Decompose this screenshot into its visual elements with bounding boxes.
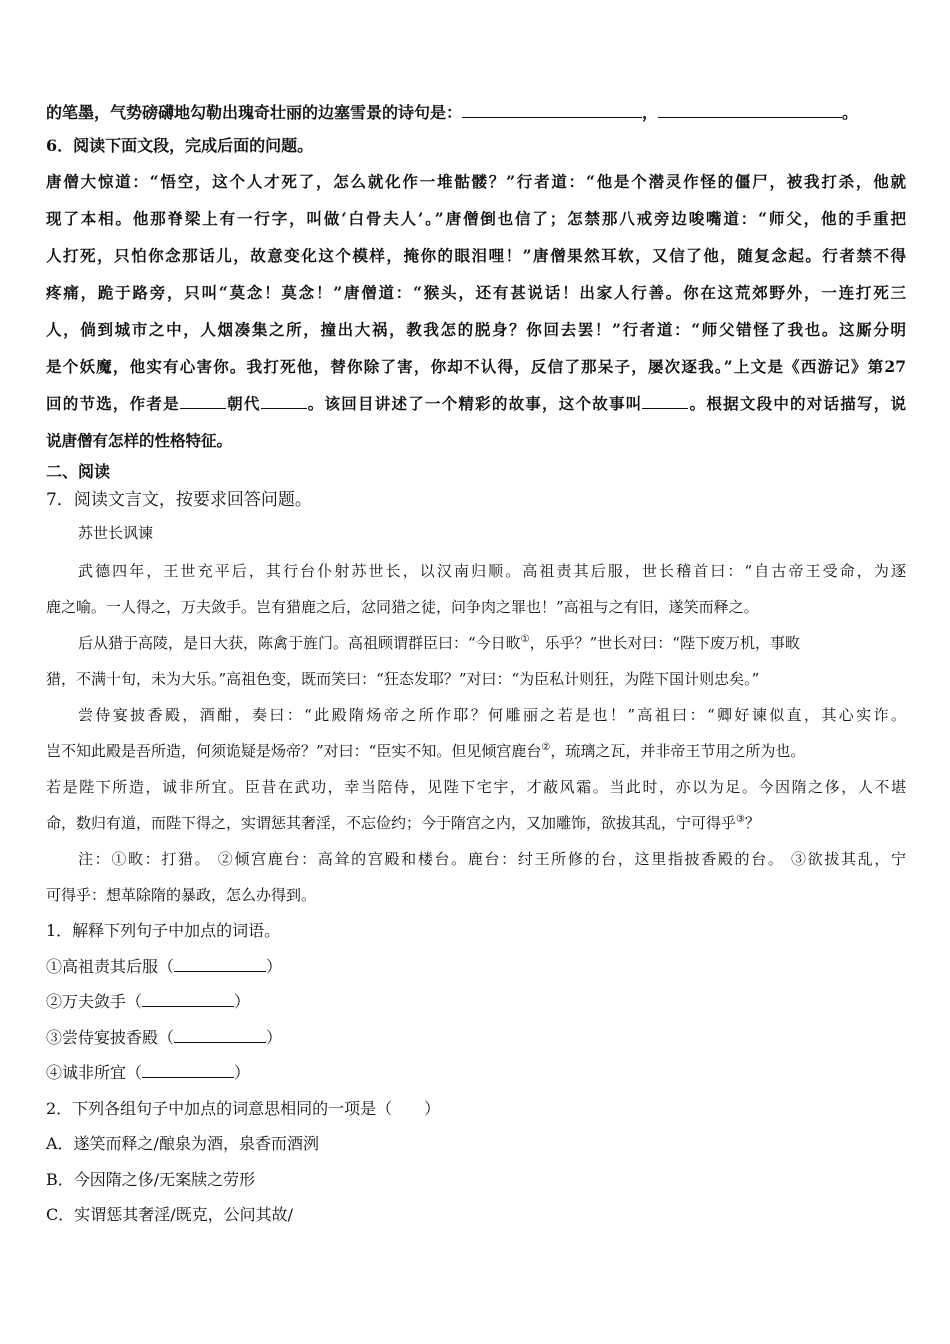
p1-line-1: 武德四年，王世充平后，其行台仆射苏世长，以汉南归顺。高祖责其后服，世长稽首曰：“自古帝王受命，为逐	[78, 562, 906, 580]
q6-line-1: 唐僧大惊道：“悟空，这个人才死了，怎么就化作一堆骷髅？”行者道：“他是个潜灵作怪的僵尸，被我打杀，他就	[46, 172, 906, 191]
p3-line-3: 若是陛下所造，诚非所宜。臣昔在武功，幸当陪侍，见陛下宅宇，才蔽风霜。当此时，亦以为足。今因隋之侈，人不堪	[46, 778, 906, 796]
item-3: ③尝侍宴披香殿（ ）	[46, 1027, 283, 1047]
q5-blank-1[interactable]	[462, 101, 642, 118]
q5-end: 。	[842, 103, 859, 122]
passage-title: 苏世长讽谏	[78, 524, 154, 542]
q7-title: 7．阅读文言文，按要求回答问题。	[46, 490, 312, 510]
document-page	[46, 96, 906, 1233]
answer-blank-1[interactable]	[174, 955, 266, 972]
q6-title: 6．阅读下面文段，完成后面的问题。	[46, 136, 314, 155]
q7-passage	[46, 513, 906, 913]
p3-line-1: 尝侍宴披香殿，酒酣，奏曰：“此殿隋炀帝之所作耶？何雕丽之若是也！”高祖曰：“卿好谏似直，其心实诈。	[78, 706, 906, 724]
answer-blank-2[interactable]	[142, 990, 234, 1007]
q6-blank-story[interactable]	[642, 392, 688, 409]
sub-question-2: 2．下列各组句子中加点的词意思相同的一项是（ ）	[46, 1098, 441, 1118]
p3-line-2: 岂不知此殿是吾所造，何须诡疑是炀帝？”对曰：“臣实不知。但见倾宫鹿台②，琉璃之瓦，并非帝王节用之所为也。	[46, 742, 806, 760]
note-line-2: 可得乎：想革除隋的暴政，怎么办得到。	[46, 886, 317, 904]
option-b[interactable]: B．今因隋之侈/无案牍之劳形	[46, 1169, 256, 1189]
p1-line-2: 鹿之喻。一人得之，万夫敛手。岂有猎鹿之后，忿同猎之徒，问争肉之罪也！”高祖与之有旧，遂笑而释之。	[46, 598, 759, 616]
q6-line-8: 说唐僧有怎样的性格特征。	[46, 431, 233, 450]
item-1: ①高祖责其后服（ ）	[46, 956, 283, 976]
q6-line-2: 现了本相。他那脊梁上有一行字，叫做‘白骨夫人’。”唐僧倒也信了；怎禁那八戒旁边唆嘴道：“师父，他的手重把	[46, 209, 906, 228]
q5-blank-2[interactable]	[658, 101, 842, 118]
option-c[interactable]: C．实谓惩其奢淫/既克，公问其故/	[46, 1205, 294, 1224]
q6-line-3: 人打死，只怕你念那话儿，故意变化这个模样，掩你的眼泪哩！”唐僧果然耳软，又信了他，随复念起。行者禁不得	[46, 246, 906, 265]
p2-line-1: 后从猎于高陵，是日大获，陈禽于旌门。高祖顾谓群臣曰：“今日畋①，乐乎？”世长对曰：“陛下废万机，事畋	[78, 634, 800, 652]
p2-line-2: 猎，不满十旬，未为大乐。”高祖色变，既而笑曰：“狂态发耶？”对曰：“为臣私计则狂，为陛下国计则忠矣。”	[46, 670, 760, 688]
answer-blank-3[interactable]	[174, 1026, 266, 1043]
note-line-1: 注：①畋：打猎。 ②倾宫鹿台：高耸的宫殿和楼台。鹿台：纣王所修的台，这里指披香殿的台。 ③欲拔其乱，宁	[78, 850, 906, 868]
q6-line-6: 是个妖魔，他实有心害你。我打死他，替你除了害，你却不认得，反信了那呆子，屡次逐我。”上文是《西游记》第27	[46, 357, 906, 376]
q5-tail	[46, 96, 906, 130]
item-2: ②万夫敛手（ ）	[46, 992, 251, 1011]
q6-blank-dynasty[interactable]	[261, 392, 307, 409]
q5-text: 的笔墨，气势磅礴地勾勒出瑰奇壮丽的边塞雪景的诗句是：	[46, 103, 463, 122]
section-heading: 二、阅读	[46, 462, 111, 481]
note-ref-1: ①	[520, 634, 530, 645]
q6-line-7: 回的节选，作者是 朝代 。该回目讲述了一个精彩的故事，这个故事叫 。根据文段中的对话描写，说	[46, 394, 906, 413]
q6-line-5: 人，倘到城市之中，人烟凑集之所，撞出大祸，教我怎的脱身？你回去罢！”行者道：“师父错怪了我也。这厮分明	[46, 320, 906, 339]
item-4: ④诚非所宜（ ）	[46, 1063, 251, 1082]
q6-passage	[46, 163, 906, 459]
q6-blank-author[interactable]	[180, 392, 226, 409]
answer-blank-4[interactable]	[142, 1061, 234, 1078]
q6-line-4: 疼痛，跪于路旁，只叫“莫念！莫念！”唐僧道：“猴头，还有甚说话！出家人行善。你在这荒郊野外，一连打死三	[46, 283, 906, 302]
note-ref-2: ②	[541, 742, 551, 753]
q7-questions	[46, 913, 906, 1233]
sub-question-1: 1．解释下列句子中加点的词语。	[46, 921, 281, 940]
q5-separator: ，	[642, 103, 659, 122]
note-ref-3: ③	[736, 814, 745, 825]
option-a[interactable]: A．遂笑而释之/酿泉为酒，泉香而酒洌	[46, 1134, 319, 1153]
p3-line-4: 命，数归有道，而陛下得之，实谓惩其奢淫，不忘俭约；今于隋宫之内，又加雕饰，欲拔其乱，宁可得乎③？	[46, 814, 760, 832]
